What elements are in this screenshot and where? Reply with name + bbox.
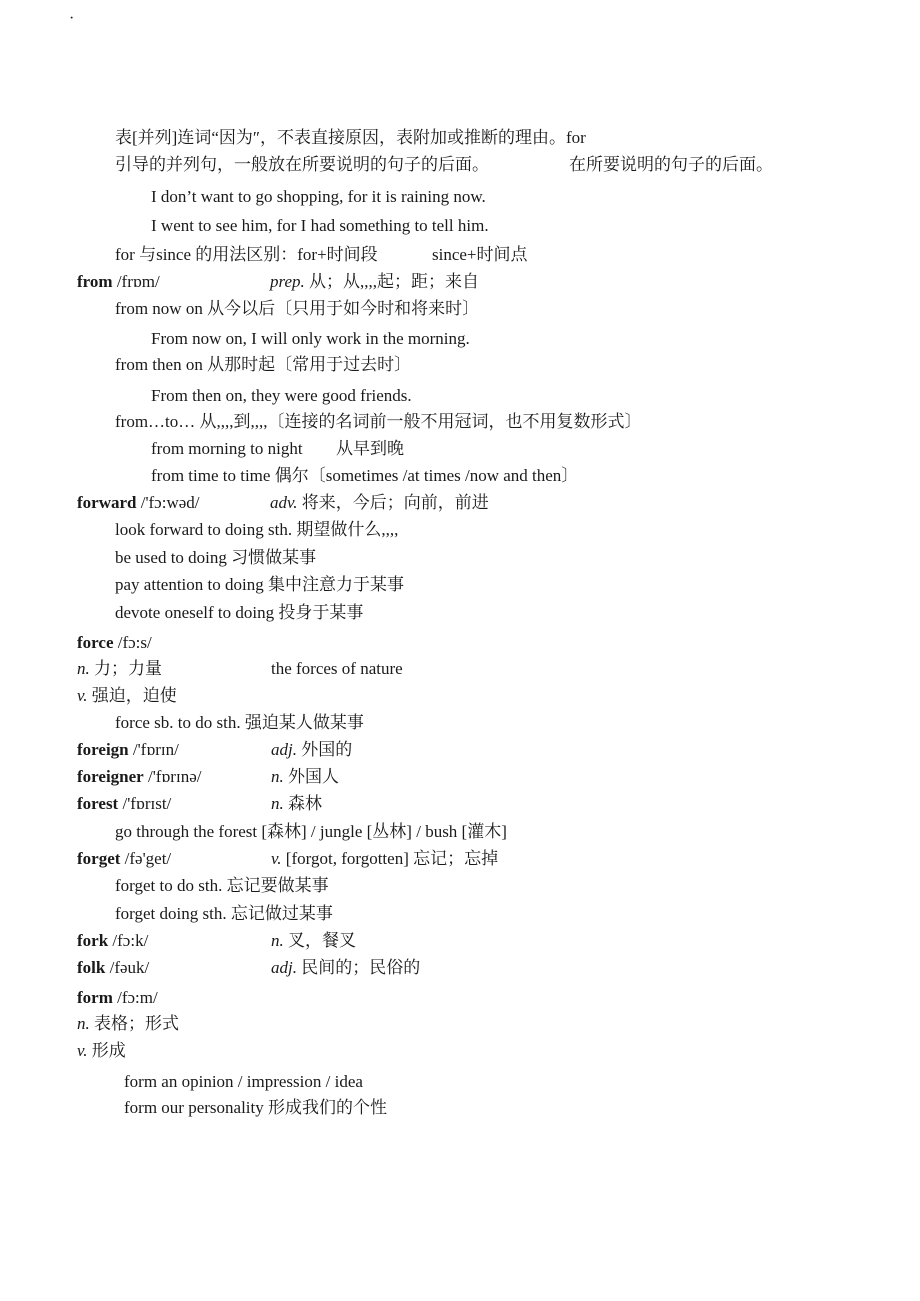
headword: foreigner	[77, 767, 144, 786]
fork-definition	[271, 931, 356, 951]
definition: 外国的	[301, 740, 353, 759]
intro-line-2b: 在所要说明的句子的后面。	[569, 155, 773, 174]
foreigner-definition	[271, 767, 339, 787]
force-noun-sense	[77, 659, 162, 679]
folk-definition	[271, 958, 420, 978]
part-of-speech: prep.	[270, 272, 305, 291]
part-of-speech: adj.	[271, 958, 297, 977]
part-of-speech: n.	[77, 659, 90, 678]
headword: forward	[77, 493, 137, 512]
entry-force	[77, 633, 152, 653]
from-phrase-3-example-1a: from morning to night	[151, 439, 303, 458]
definition: 森林	[288, 794, 322, 813]
phonetic: /fɔ:k/	[112, 931, 149, 950]
headword: from	[77, 272, 113, 291]
for-since-note-a: for 与since 的用法区别：for+时间段	[115, 245, 378, 264]
entry-from	[77, 272, 160, 292]
part-of-speech: v.	[271, 849, 282, 868]
headword: force	[77, 633, 114, 652]
page-marker: ·	[69, 10, 75, 27]
forward-phrase-3: pay attention to doing 集中注意力于某事	[115, 575, 404, 594]
phonetic: /'fɒrɪnə/	[147, 767, 202, 786]
definition: 强迫，迫使	[91, 686, 177, 705]
phonetic: /'fɒrɪn/	[132, 740, 179, 759]
headword: folk	[77, 958, 106, 977]
headword: fork	[77, 931, 109, 950]
form-phrase-1: form an opinion / impression / idea	[124, 1072, 363, 1091]
from-phrase-3-example-2: from time to time 偶尔〔sometimes /at times /now and then〕	[151, 466, 579, 485]
forward-definition	[270, 493, 489, 513]
foreign-definition	[271, 740, 352, 760]
definition: [forgot, forgotten] 忘记；忘掉	[285, 849, 499, 868]
part-of-speech: adj.	[271, 740, 297, 759]
forward-phrase-2: be used to doing 习惯做某事	[115, 548, 317, 567]
entry-fork	[77, 931, 148, 951]
intro-line-2a: 引导的并列句，一般放在所要说明的句子的后面。	[115, 155, 489, 174]
phonetic: /'fɒrɪst/	[122, 794, 172, 813]
entry-folk	[77, 958, 149, 978]
entry-foreigner	[77, 767, 201, 787]
part-of-speech: n.	[271, 931, 284, 950]
phonetic: /fə'get/	[124, 849, 172, 868]
forest-definition	[271, 794, 322, 814]
forget-definition	[271, 849, 498, 869]
part-of-speech: v.	[77, 1041, 88, 1060]
from-phrase-3: from…to… 从,,,,到,,,,〔连接的名词前一般不用冠词，也不用复数形式〕	[115, 412, 642, 431]
definition: 外国人	[288, 767, 339, 786]
part-of-speech: adv.	[270, 493, 298, 512]
part-of-speech: n.	[271, 767, 284, 786]
from-phrase-1-example: From now on, I will only work in the morning.	[151, 329, 470, 348]
phonetic: /fɔ:m/	[117, 988, 158, 1007]
headword: form	[77, 988, 113, 1007]
definition: 力；力量	[94, 659, 162, 678]
part-of-speech: v.	[77, 686, 88, 705]
from-definition	[270, 272, 479, 292]
forget-phrase-1: forget to do sth. 忘记要做某事	[115, 876, 329, 895]
definition: 叉，餐叉	[288, 931, 356, 950]
from-phrase-3-example-1b: 从早到晚	[336, 439, 404, 458]
definition: 形成	[91, 1041, 126, 1060]
phonetic: /frɒm/	[116, 272, 160, 291]
part-of-speech: n.	[77, 1014, 90, 1033]
forward-phrase-4: devote oneself to doing 投身于某事	[115, 603, 364, 622]
for-since-note-b: since+时间点	[432, 245, 528, 264]
entry-forget	[77, 849, 171, 869]
definition: 将来，今后；向前，前进	[301, 493, 489, 512]
from-phrase-1: from now on 从今以后〔只用于如今时和将来时〕	[115, 299, 480, 318]
from-phrase-2-example: From then on, they were good friends.	[151, 386, 412, 405]
forest-phrase-1: go through the forest [森林] / jungle [丛林] / bush [灌木]	[115, 822, 507, 841]
definition: 表格；形式	[94, 1014, 179, 1033]
headword: forget	[77, 849, 121, 868]
force-noun-example: the forces of nature	[271, 659, 403, 678]
entry-forest	[77, 794, 171, 814]
part-of-speech: n.	[271, 794, 284, 813]
intro-line-1: 表[并列]连词“因为″，不表直接原因，表附加或推断的理由。for	[115, 128, 586, 147]
headword: foreign	[77, 740, 129, 759]
form-phrase-2: form our personality 形成我们的个性	[124, 1098, 387, 1117]
entry-forward	[77, 493, 200, 513]
intro-example-1: I don’t want to go shopping, for it is raining now.	[151, 187, 486, 206]
from-phrase-2: from then on 从那时起〔常用于过去时〕	[115, 355, 412, 374]
headword: forest	[77, 794, 119, 813]
phonetic: /fəuk/	[109, 958, 150, 977]
form-verb-sense	[77, 1041, 126, 1061]
entry-foreign	[77, 740, 179, 760]
intro-example-2: I went to see him, for I had something to tell him.	[151, 216, 489, 235]
intro-line-2	[115, 155, 489, 175]
definition: 民间的；民俗的	[301, 958, 421, 977]
forward-phrase-1: look forward to doing sth. 期望做什么,,,,	[115, 520, 399, 539]
definition: 从；从,,,,起；距；来自	[309, 272, 480, 291]
entry-form	[77, 988, 158, 1008]
phonetic: /fɔ:s/	[117, 633, 152, 652]
forget-phrase-2: forget doing sth. 忘记做过某事	[115, 904, 333, 923]
phonetic: /'fɔ:wəd/	[140, 493, 200, 512]
force-phrase-1: force sb. to do sth. 强迫某人做某事	[115, 713, 364, 732]
form-noun-sense	[77, 1014, 179, 1034]
force-verb-sense	[77, 686, 177, 706]
